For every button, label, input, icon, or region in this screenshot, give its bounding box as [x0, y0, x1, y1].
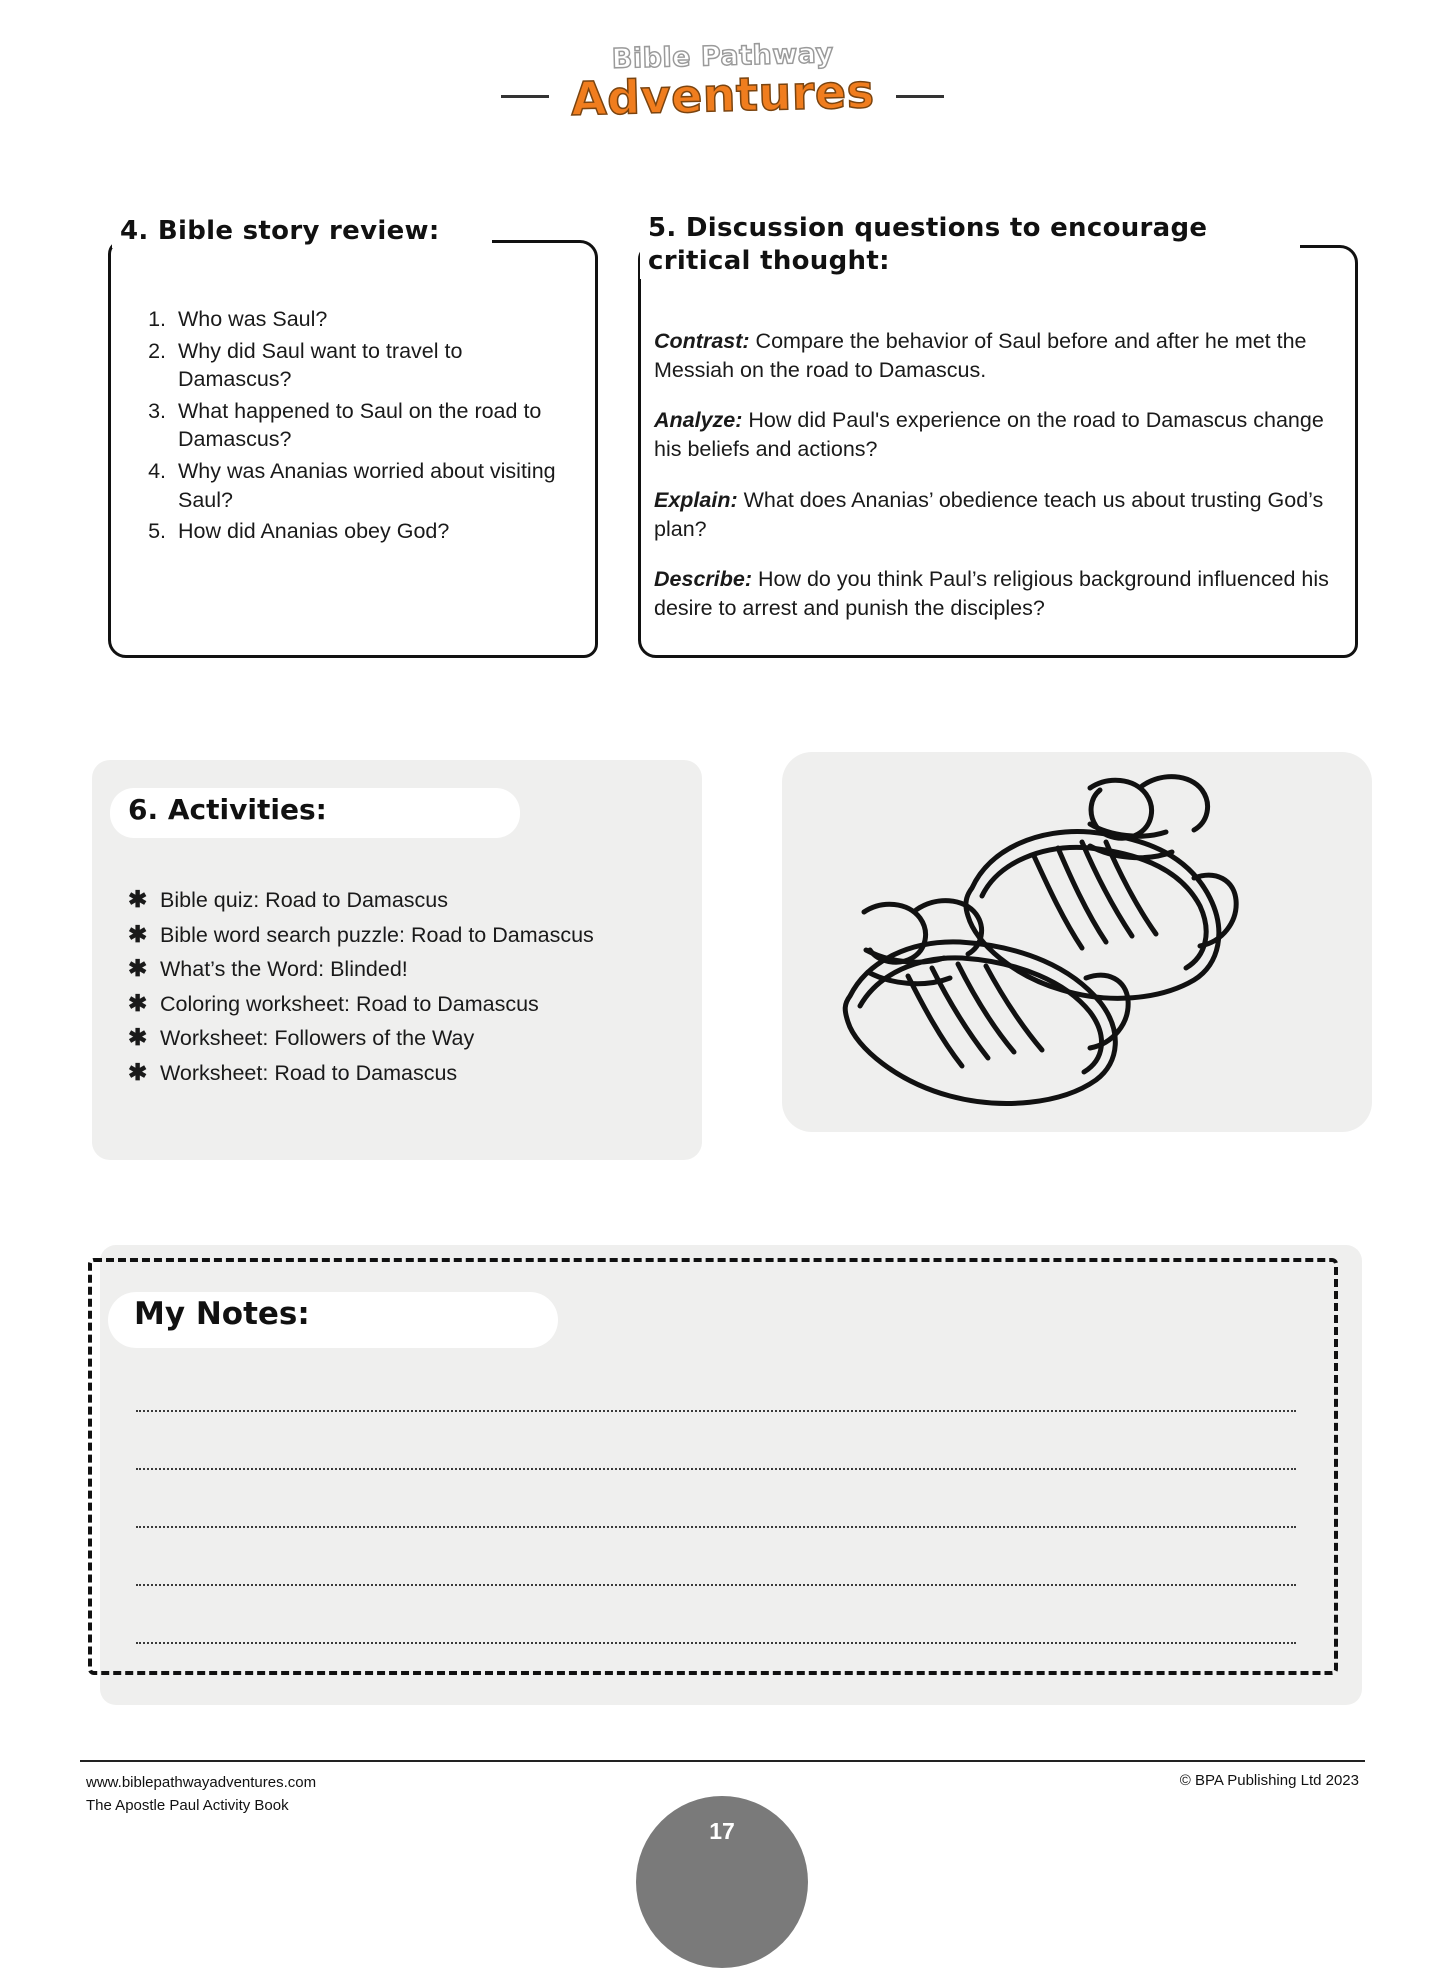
discussion-questions-body: [654, 305, 1344, 623]
list-item-label: Worksheet: Followers of the Way: [160, 1026, 475, 1050]
list-item: [128, 1058, 688, 1085]
discussion-item: [654, 486, 1344, 544]
discussion-item-lead: Analyze:: [654, 408, 743, 433]
logo-dash-right-icon: [896, 95, 944, 98]
footer-left: [86, 1772, 316, 1817]
asterisk-bullet-icon: ✱: [128, 989, 148, 1016]
roman-sandals-icon: [790, 728, 1390, 1158]
discussion-questions-title: 5. Discussion questions to encourage critical thought:: [640, 212, 1300, 279]
discussion-item-text: How did Paul's experience on the road to Damascus change his beliefs and actions?: [654, 408, 1324, 462]
discussion-item: [654, 565, 1344, 623]
bible-story-review-list: [130, 305, 580, 549]
discussion-item-lead: Describe:: [654, 567, 752, 592]
list-item: 5. How did Ananias obey God?: [172, 517, 580, 546]
activities-title: 6. Activities:: [128, 793, 327, 826]
asterisk-bullet-icon: ✱: [128, 1024, 148, 1050]
list-item-label: What’s the Word: Blinded!: [160, 957, 408, 981]
brand-logo: [0, 28, 1445, 133]
logo-dash-left-icon: [501, 95, 549, 98]
my-notes-title: My Notes:: [134, 1296, 310, 1332]
discussion-item-text: How do you think Paul’s religious background influenced his desire to arrest and punish the disciples?: [654, 567, 1329, 621]
logo-block: [570, 38, 875, 126]
bible-story-review-title: 4. Bible story review:: [112, 215, 492, 248]
note-writing-line[interactable]: [136, 1410, 1296, 1412]
list-item-label: Coloring worksheet: Road to Damascus: [160, 991, 539, 1016]
note-writing-line[interactable]: [136, 1468, 1296, 1470]
footer-book-title: The Apostle Paul Activity Book: [86, 1796, 289, 1814]
list-item: 2. Why did Saul want to travel to Damascus?: [172, 337, 580, 394]
discussion-item-lead: Explain:: [654, 487, 738, 512]
list-item: 4. Why was Ananias worried about visiting Saul?: [172, 457, 580, 514]
footer-copyright: © BPA Publishing Ltd 2023: [1179, 1772, 1359, 1789]
list-item: [128, 1026, 688, 1050]
logo-line-bible-pathway: Bible Pathway: [611, 38, 834, 75]
page-number: 17: [709, 1818, 735, 1844]
note-writing-line[interactable]: [136, 1642, 1296, 1644]
discussion-item-text: Compare the behavior of Saul before and after he met the Messiah on the road to Damascus.: [654, 328, 1307, 382]
footer-website[interactable]: www.biblepathwayadventures.com: [86, 1774, 317, 1791]
discussion-item-lead: Contrast:: [654, 328, 750, 353]
asterisk-bullet-icon: ✱: [128, 920, 148, 947]
discussion-item: [654, 327, 1344, 385]
list-item: [128, 989, 688, 1016]
note-writing-line[interactable]: [136, 1526, 1296, 1528]
logo-line-adventures: Adventures: [570, 64, 875, 126]
footer-divider: [80, 1760, 1365, 1762]
asterisk-bullet-icon: ✱: [128, 886, 148, 912]
list-item-label: Bible quiz: Road to Damascus: [160, 888, 449, 912]
discussion-item: [654, 406, 1344, 464]
list-item-label: Bible word search puzzle: Road to Damascus: [160, 922, 594, 947]
note-writing-line[interactable]: [136, 1584, 1296, 1586]
list-item: 1. Who was Saul?: [172, 305, 580, 334]
asterisk-bullet-icon: ✱: [128, 955, 148, 981]
discussion-item-text: What does Ananias’ obedience teach us about trusting God’s plan?: [654, 487, 1324, 541]
list-item: [128, 920, 688, 947]
list-item: [128, 957, 688, 981]
list-item-label: Worksheet: Road to Damascus: [160, 1060, 458, 1085]
activities-list: [128, 888, 688, 1095]
asterisk-bullet-icon: ✱: [128, 1058, 148, 1085]
list-item: 3. What happened to Saul on the road to Damascus?: [172, 397, 580, 454]
list-item: [128, 888, 688, 912]
